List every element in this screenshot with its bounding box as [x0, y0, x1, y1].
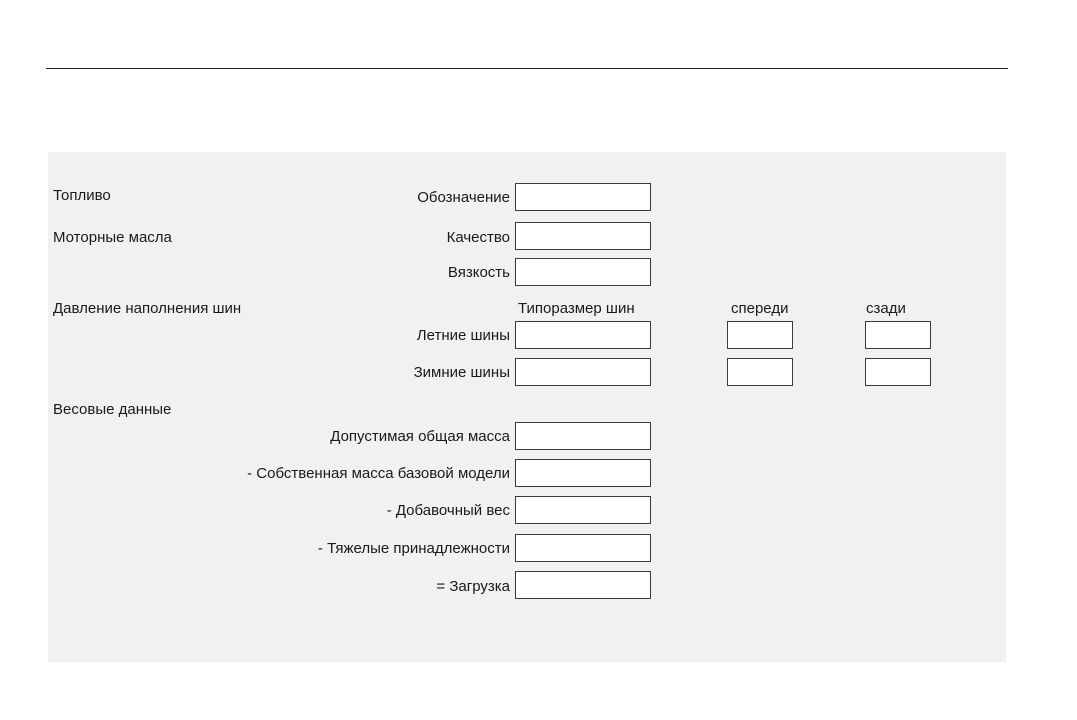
top-divider — [46, 68, 1008, 69]
permissible-total-mass-input[interactable] — [515, 422, 651, 450]
section-engine-oils: Моторные масла — [53, 229, 172, 246]
load-input[interactable] — [515, 571, 651, 599]
vehicle-data-form — [48, 152, 1006, 662]
permissible-total-mass-label: Допустимая общая масса — [330, 428, 510, 445]
designation-label: Обозначение — [417, 189, 510, 206]
section-weight-data: Весовые данные — [53, 401, 172, 418]
quality-label: Качество — [446, 229, 510, 246]
load-label: = Загрузка — [436, 578, 510, 595]
summer-front-pressure-input[interactable] — [727, 321, 793, 349]
viscosity-input[interactable] — [515, 258, 651, 286]
summer-tires-label: Летние шины — [416, 327, 510, 344]
tire-size-header: Типоразмер шин — [518, 300, 635, 317]
heavy-accessories-input[interactable] — [515, 534, 651, 562]
tire-front-header: спереди — [731, 300, 789, 317]
winter-front-pressure-input[interactable] — [727, 358, 793, 386]
section-fuel: Топливо — [53, 187, 111, 204]
section-tire-pressure: Давление наполнения шин — [53, 300, 242, 317]
viscosity-label: Вязкость — [447, 264, 510, 281]
summer-rear-pressure-input[interactable] — [865, 321, 931, 349]
winter-rear-pressure-input[interactable] — [865, 358, 931, 386]
heavy-accessories-label: - Тяжелые принадлежности — [317, 540, 510, 557]
additional-weight-label: - Добавочный вес — [386, 502, 510, 519]
winter-tires-label: Зимние шины — [413, 364, 510, 381]
base-model-mass-input[interactable] — [515, 459, 651, 487]
tire-rear-header: сзади — [866, 300, 906, 317]
designation-input[interactable] — [515, 183, 651, 211]
additional-weight-input[interactable] — [515, 496, 651, 524]
quality-input[interactable] — [515, 222, 651, 250]
winter-tire-size-input[interactable] — [515, 358, 651, 386]
summer-tire-size-input[interactable] — [515, 321, 651, 349]
base-model-mass-label: - Собственная масса базовой модели — [247, 465, 510, 482]
